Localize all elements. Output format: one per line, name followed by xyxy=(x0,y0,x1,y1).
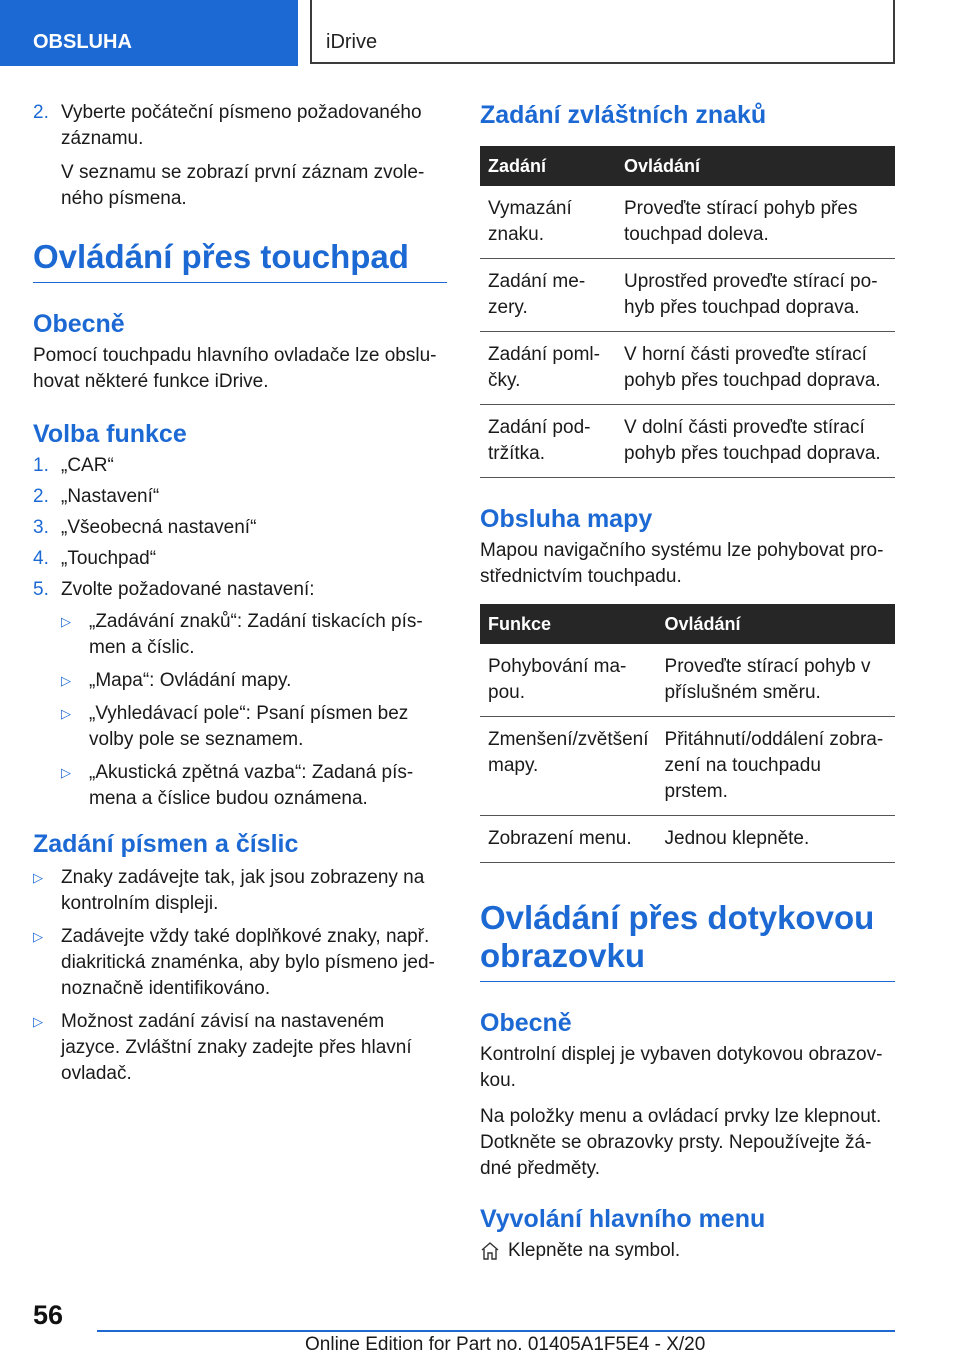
table-cell: Vymazání znaku. xyxy=(480,186,616,259)
list-text: „Akustická zpětná vazba“: Zadaná písmena a číslice budou oznámena. xyxy=(89,762,414,809)
table-cell: Zmenšení/zvětšení mapy. xyxy=(480,717,657,816)
list-number: 1. xyxy=(33,455,49,476)
table-row xyxy=(480,717,895,816)
table-cell: Zadání pomlčky. xyxy=(480,332,616,405)
column-header: Zadání xyxy=(480,146,616,186)
bullet-list xyxy=(61,609,447,812)
section-heading: Ovládání přes dotykovou obrazovku xyxy=(480,899,895,982)
table-row xyxy=(480,405,895,478)
subheading: Obecně xyxy=(33,310,125,338)
list-text: Zvolte požadované nastavení: xyxy=(61,579,315,600)
subheading: Obecně xyxy=(480,1009,572,1037)
list-number: 2. xyxy=(33,486,49,507)
list-item xyxy=(33,577,447,812)
triangle-bullet-icon: ▷ xyxy=(33,1014,43,1029)
list-number: 3. xyxy=(33,517,49,538)
list-text: V seznamu se zobrazí první záznam zvoleného písmena. xyxy=(61,162,425,209)
table-cell: Pohybování mapou. xyxy=(480,644,657,717)
table-cell: Zadání mezery. xyxy=(480,259,616,332)
triangle-bullet-icon: ▷ xyxy=(61,765,71,780)
subheading: Zadání zvláštních znaků xyxy=(480,101,767,129)
symbol-instruction xyxy=(480,1238,895,1264)
list-text: Vyberte počáteční písmeno požadovaného záznamu. xyxy=(61,102,422,149)
numbered-list xyxy=(33,453,447,812)
footer-edition: Online Edition for Part no. 01405A1F5E4 - X/20 xyxy=(305,1334,706,1355)
list-item xyxy=(33,924,447,1002)
paragraph: Pomocí touchpadu hlavního ovladače lze obsluhovat některé funkce iDrive. xyxy=(33,345,437,392)
table-cell: Uprostřed proveďte stírací pohyb přes touchpad doprava. xyxy=(616,259,895,332)
table-header-row xyxy=(480,146,895,186)
list-text: Možnost zadání závisí na nastaveném jazyce. Zvláštní znaky zadejte přes hlavní ovladač. xyxy=(61,1011,412,1084)
list-text: Znaky zadávejte tak, jak jsou zobrazeny na kontrolním displeji. xyxy=(61,867,425,914)
section-heading: Ovládání přes touchpad xyxy=(33,238,447,283)
paragraph: Kontrolní displej je vybaven dotykovou obrazovkou. xyxy=(480,1044,883,1091)
table-cell: Přitáhnutí/oddálení zobrazení na touchpadu prstem. xyxy=(657,717,895,816)
list-item xyxy=(61,701,447,753)
list-item xyxy=(33,1009,447,1087)
instruction-text: Klepněte na symbol. xyxy=(508,1240,681,1261)
list-text: „Nastavení“ xyxy=(61,486,160,507)
list-item xyxy=(33,865,447,917)
table-cell: Proveďte stírací pohyb v příslušném směru. xyxy=(657,644,895,717)
section-label: OBSLUHA xyxy=(33,31,132,53)
table-cell: Zobrazení menu. xyxy=(480,816,657,863)
subheading: Obsluha mapy xyxy=(480,505,653,533)
table-cell: Proveďte stírací pohyb přes touchpad doleva. xyxy=(616,186,895,259)
table-row xyxy=(480,186,895,259)
list-item xyxy=(61,609,447,661)
subheading: Vyvolání hlavního menu xyxy=(480,1205,766,1233)
list-item xyxy=(61,760,447,812)
paragraph: Na položky menu a ovládací prvky lze klepnout. Dotkněte se obrazovky prsty. Nepoužívejte žádné předměty. xyxy=(480,1106,882,1179)
page-header xyxy=(0,0,960,66)
table-cell: V dolní části proveďte stírací pohyb přes touchpad doprava. xyxy=(616,405,895,478)
left-column xyxy=(33,100,447,1094)
table-cell: Jednou klepněte. xyxy=(657,816,895,863)
footer-divider xyxy=(97,1330,895,1332)
list-number: 5. xyxy=(33,579,49,600)
list-number: 2. xyxy=(33,102,49,123)
list-number: 4. xyxy=(33,548,49,569)
table-row xyxy=(480,332,895,405)
list-text: „Touchpad“ xyxy=(61,548,157,569)
column-header: Funkce xyxy=(480,604,657,644)
bullet-list xyxy=(33,865,447,1087)
list-item xyxy=(33,100,447,212)
list-text: „Mapa“: Ovládání mapy. xyxy=(89,670,292,691)
list-text: „CAR“ xyxy=(61,455,114,476)
section-tab xyxy=(0,0,298,66)
chapter-label: iDrive xyxy=(326,31,378,53)
column-header: Ovládání xyxy=(616,146,895,186)
triangle-bullet-icon: ▷ xyxy=(61,706,71,721)
home-icon xyxy=(480,1241,500,1261)
list-text: „Vyhledávací pole“: Psaní písmen bez volby pole se seznamem. xyxy=(89,703,409,750)
right-column xyxy=(480,100,895,1264)
special-chars-table xyxy=(480,146,895,478)
paragraph: Mapou navigačního systému lze pohybovat prostřednictvím touchpadu. xyxy=(480,540,884,587)
list-item xyxy=(61,668,447,694)
list-item xyxy=(33,484,447,510)
map-control-table xyxy=(480,604,895,863)
table-row xyxy=(480,644,895,717)
chapter-tab xyxy=(310,0,895,64)
list-text: „Všeobecná nastavení“ xyxy=(61,517,257,538)
list-item xyxy=(33,546,447,572)
list-text: Zadávejte vždy také doplňkové znaky, např. diakritická znaménka, aby bylo písmeno jednoznačně identifikováno. xyxy=(61,926,435,999)
table-row xyxy=(480,259,895,332)
subheading: Zadání písmen a číslic xyxy=(33,830,299,858)
table-cell: V horní části proveďte stírací pohyb přes touchpad doprava. xyxy=(616,332,895,405)
subheading: Volba funkce xyxy=(33,420,187,448)
triangle-bullet-icon: ▷ xyxy=(61,673,71,688)
table-header-row xyxy=(480,604,895,644)
triangle-bullet-icon: ▷ xyxy=(33,929,43,944)
column-header: Ovládání xyxy=(657,604,895,644)
triangle-bullet-icon: ▷ xyxy=(33,870,43,885)
triangle-bullet-icon: ▷ xyxy=(61,614,71,629)
list-text: „Zadávání znaků“: Zadání tiskacích písmen a číslic. xyxy=(89,611,423,658)
table-row xyxy=(480,816,895,863)
table-cell: Zadání podtržítka. xyxy=(480,405,616,478)
page-number: 56 xyxy=(33,1300,64,1330)
list-item xyxy=(33,453,447,479)
list-item xyxy=(33,515,447,541)
